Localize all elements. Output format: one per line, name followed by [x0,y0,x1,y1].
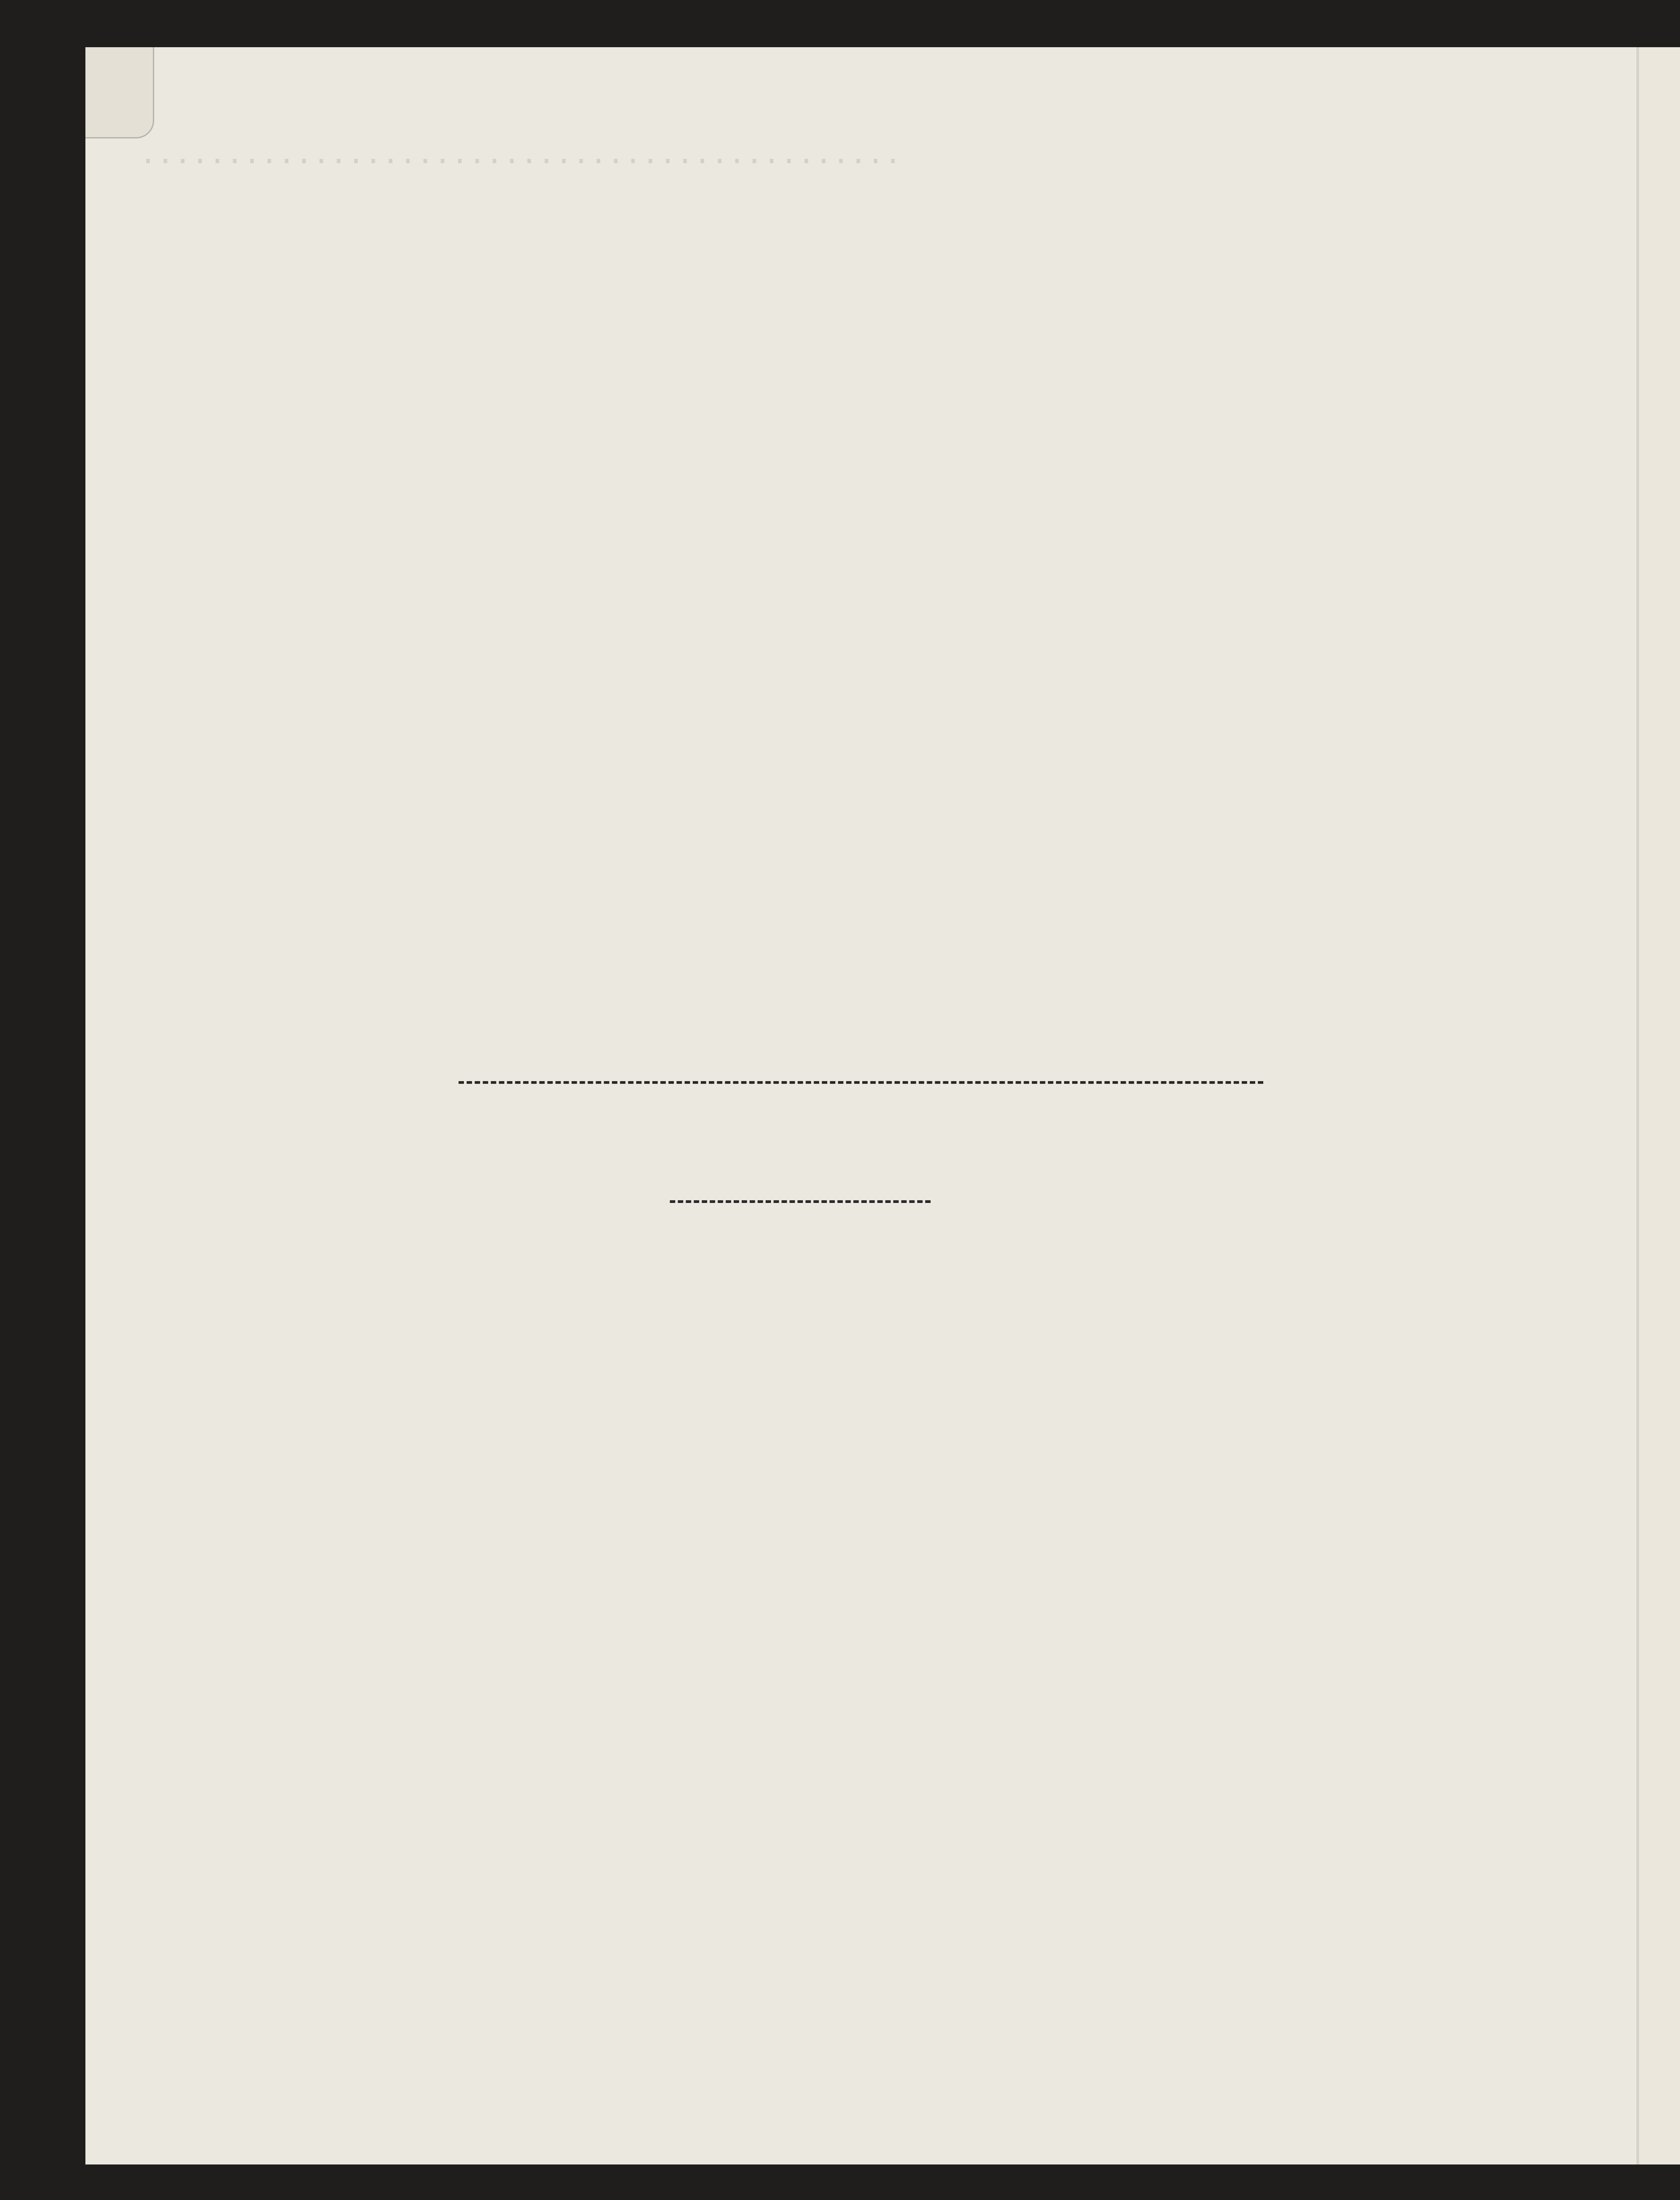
heading-underline [459,1081,1263,1084]
heading-underline-2 [670,1200,931,1203]
folded-corner [85,47,154,138]
document-page [85,47,1636,2164]
bleed-through: ............................................ [139,137,902,170]
